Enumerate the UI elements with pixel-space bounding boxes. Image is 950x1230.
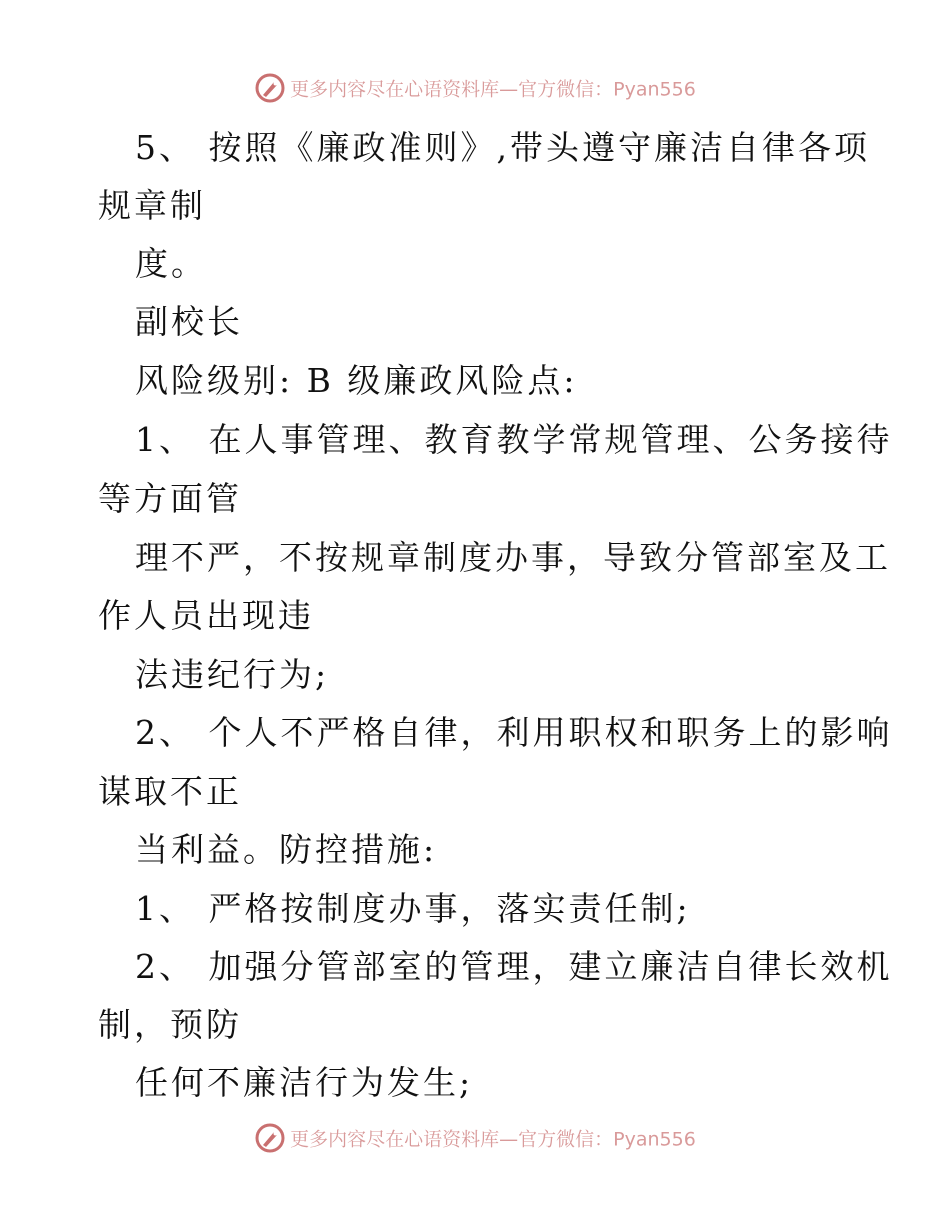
text-line: 制，预防: [98, 1005, 242, 1044]
text-line: 理不严，不按规章制度办事，导致分管部室及工: [135, 538, 891, 577]
text-line: 当利益。防控措施:: [135, 830, 438, 869]
text-line: 作人员出现违: [98, 596, 314, 635]
text-line: 2、 加强分管部室的管理，建立廉洁自律长效机: [135, 947, 893, 986]
text-line: 风险级别: B 级廉政风险点:: [135, 361, 578, 400]
text-line: 5、 按照《廉政准则》,带头遵守廉洁自律各项: [135, 128, 870, 167]
pen-circle-logo-icon: [254, 72, 286, 104]
pen-circle-logo-icon: [254, 1122, 286, 1154]
text-line: 任何不廉洁行为发生;: [135, 1063, 474, 1102]
text-line: 法违纪行为;: [135, 655, 330, 694]
text-line: 副校长: [135, 302, 243, 341]
watermark-header: [0, 72, 950, 112]
text-line: 2、 个人不严格自律，利用职权和职务上的影响: [135, 713, 893, 752]
text-line: 1、 在人事管理、教育教学常规管理、公务接待: [135, 420, 893, 459]
text-line: 度。: [135, 244, 207, 283]
watermark-text: 更多内容尽在心语资料库—官方微信：Pyan556: [290, 1128, 696, 1151]
watermark-text: 更多内容尽在心语资料库—官方微信：Pyan556: [290, 78, 696, 101]
text-line: 等方面管: [98, 479, 242, 518]
text-line: 谋取不正: [98, 772, 242, 811]
text-line: 规章制: [98, 186, 206, 225]
text-line: 1、 严格按制度办事，落实责任制;: [135, 889, 691, 928]
watermark-footer: [0, 1122, 950, 1162]
